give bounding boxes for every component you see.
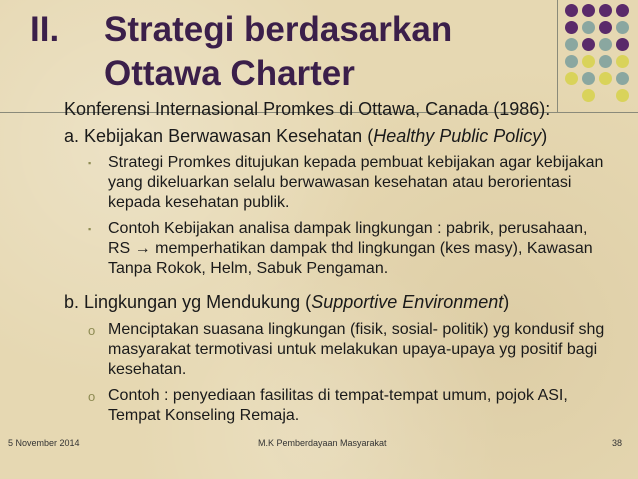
title-number: II.: [30, 10, 60, 49]
decor-dot: [599, 55, 612, 68]
title-line-1: Strategi berdasarkan: [104, 10, 453, 49]
circle-bullet-icon: o: [88, 323, 96, 338]
decor-dot: [582, 89, 595, 102]
decor-dot: [582, 72, 595, 85]
decor-dot: [565, 55, 578, 68]
decor-dot: [582, 55, 595, 68]
decor-dot: [616, 89, 629, 102]
decor-dot: [616, 72, 629, 85]
section-a-suffix: ): [541, 126, 548, 146]
section-b-italic: Supportive Environment: [311, 292, 504, 312]
decor-dot: [565, 4, 578, 17]
decor-dot: [565, 72, 578, 85]
square-bullet-icon: ▪: [88, 158, 92, 168]
decor-dot: [599, 38, 612, 51]
decor-dot: [565, 21, 578, 34]
decor-dot: [565, 38, 578, 51]
decor-vertical-line: [557, 0, 558, 112]
decor-dot: [616, 21, 629, 34]
section-b-heading: [64, 292, 509, 313]
circle-bullet-icon: o: [88, 389, 96, 404]
section-b-suffix: ): [503, 292, 510, 312]
intro-text: Konferensi Internasional Promkes di Ottawa, Canada (1986):: [64, 99, 551, 119]
decor-dot: [599, 4, 612, 17]
section-a-heading: [64, 126, 547, 147]
section-a-prefix: a. Kebijakan Berwawasan Kesehatan (: [64, 126, 374, 146]
list-item-text: Strategi Promkes ditujukan kepada pembuat kebijakan agar kebijakan yang dikeluarkan selalu berwawasan kesehatan atau berorientasi kepada kesehatan publik.: [108, 154, 604, 211]
list-item-text: Contoh Kebijakan analisa dampak lingkungan : pabrik, perusahaan, RS → memperhatikan dampak thd lingkungan (kes masy), Kawasan Tanpa Rokok, Helm, Sabuk Pengaman.: [108, 220, 593, 277]
section-a-italic: Healthy Public Policy: [373, 126, 542, 146]
decor-dot: [616, 55, 629, 68]
decor-dot-grid: [563, 4, 633, 108]
list-item-text: Menciptakan suasana lingkungan (fisik, sosial- politik) yg kondusif shg masyarakat termotivasi untuk melakukan upaya-upaya yg positif bagi kesehatan.: [108, 321, 605, 378]
list-item-text: Contoh : penyediaan fasilitas di tempat-tempat umum, pojok ASI, Tempat Konseling Remaja.: [108, 387, 568, 424]
decor-dot: [582, 21, 595, 34]
footer-center: M.K Pemberdayaan Masyarakat: [258, 438, 387, 448]
decor-dot: [599, 72, 612, 85]
section-b-prefix: b. Lingkungan yg Mendukung (: [64, 292, 312, 312]
decor-dot: [582, 38, 595, 51]
decor-dot: [616, 38, 629, 51]
page-number: 38: [612, 438, 623, 448]
title-line-2: Ottawa Charter: [104, 54, 355, 93]
footer-date: 5 November 2014: [8, 438, 80, 448]
decor-dot: [582, 4, 595, 17]
decor-dot: [599, 21, 612, 34]
decor-dot: [616, 4, 629, 17]
square-bullet-icon: ▪: [88, 224, 92, 234]
